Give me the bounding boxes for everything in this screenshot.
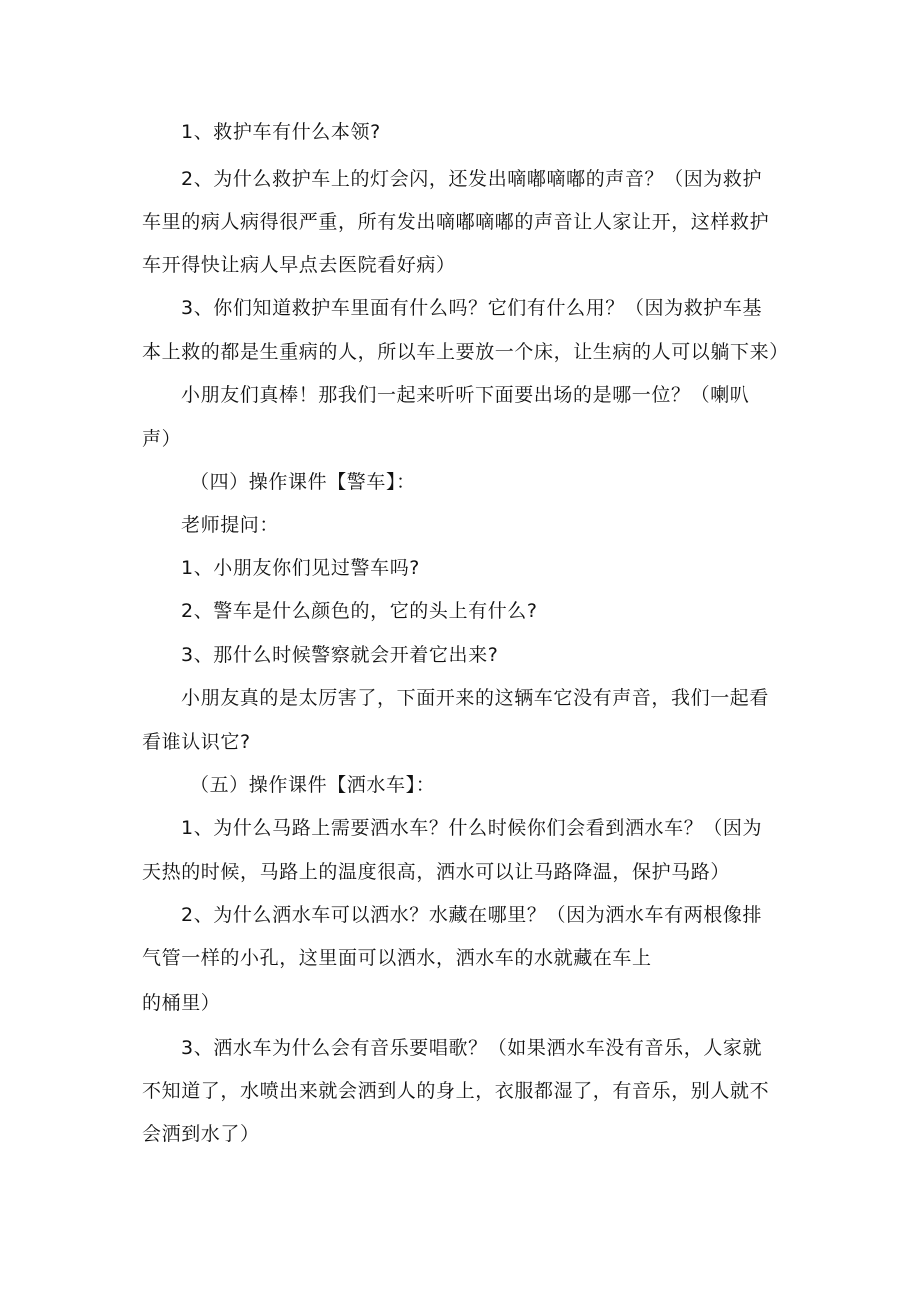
text-line-3: 车里的病人病得很严重，所有发出嘀嘟嘀嘟的声音让人家让开，这样救护 xyxy=(142,211,770,233)
text-line-17: 1、为什么马路上需要洒水车？什么时候你们会看到洒水车？（因为 xyxy=(181,817,763,839)
text-line-13: 3、那什么时候警察就会开着它出来? xyxy=(181,644,499,666)
text-line-21: 的桶里） xyxy=(142,992,221,1014)
text-line-19: 2、为什么洒水车可以洒水？水藏在哪里？（因为洒水车有两根像排 xyxy=(181,904,763,926)
text-line-15: 看谁认识它? xyxy=(142,731,251,753)
text-line-5: 3、你们知道救护车里面有什么吗？它们有什么用？（因为救护车基 xyxy=(181,297,763,319)
text-line-22: 3、洒水车为什么会有音乐要唱歌？（如果洒水车没有音乐，人家就 xyxy=(181,1037,763,1059)
text-line-24: 会洒到水了） xyxy=(142,1123,260,1145)
text-line-14: 小朋友真的是太厉害了，下面开来的这辆车它没有声音，我们一起看 xyxy=(181,687,770,709)
text-line-4: 车开得快让病人早点去医院看好病） xyxy=(142,254,456,276)
text-line-2: 2、为什么救护车上的灯会闪，还发出嘀嘟嘀嘟的声音？（因为救护 xyxy=(181,168,763,190)
text-line-6: 本上救的都是生重病的人，所以车上要放一个床，让生病的人可以躺下来） xyxy=(142,341,789,363)
text-line-1: 1、救护车有什么本领? xyxy=(181,121,381,143)
section-heading-sprinkler-truck: （五）操作课件【洒水车】： xyxy=(190,774,436,796)
text-line-23: 不知道了，水喷出来就会洒到人的身上，衣服都湿了，有音乐，别人就不 xyxy=(142,1080,770,1102)
text-line-7: 小朋友们真棒！那我们一起来听听下面要出场的是哪一位？（喇叭 xyxy=(181,384,750,406)
text-line-8: 声） xyxy=(142,428,182,450)
text-line-12: 2、警车是什么颜色的，它的头上有什么? xyxy=(181,600,538,622)
text-line-10: 老师提问： xyxy=(181,514,280,536)
text-line-20: 气管一样的小孔，这里面可以洒水，洒水车的水就藏在车上 xyxy=(142,947,652,969)
text-line-11: 1、小朋友你们见过警车吗? xyxy=(181,557,420,579)
text-line-18: 天热的时候，马路上的温度很高，洒水可以让马路降温，保护马路） xyxy=(142,861,731,883)
section-heading-police-car: （四）操作课件【警车】： xyxy=(190,471,416,493)
